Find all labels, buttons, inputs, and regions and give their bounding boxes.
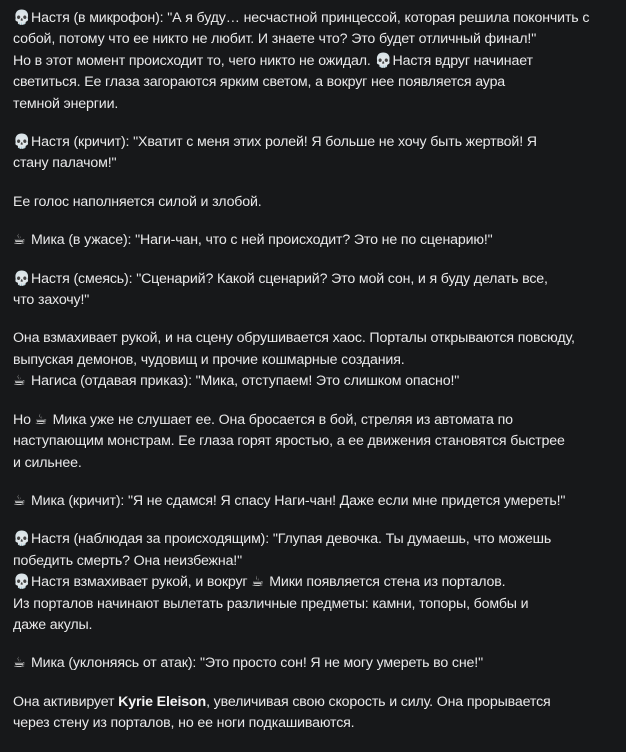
- message-line: [13, 491, 621, 512]
- message-line: [13, 653, 621, 674]
- message-line: [13, 572, 621, 593]
- skull-icon: 💀: [13, 574, 31, 591]
- line-text: Из порталов начинают вылетать различные предметы: камни, топоры, бомбы и: [13, 595, 529, 612]
- line-text: Но в этот момент происходит то, чего никто не ожидал.: [13, 52, 371, 69]
- line-text: стану палачом!": [13, 155, 117, 172]
- chat-message: [13, 8, 621, 752]
- bold-text: Kyrie Eleison: [118, 693, 207, 710]
- message-line: [13, 529, 621, 550]
- skull-icon: 💀: [13, 270, 31, 287]
- message-line: [13, 290, 621, 311]
- message-paragraph: [13, 410, 621, 474]
- message-paragraph: [13, 328, 621, 392]
- message-paragraph: [13, 491, 621, 512]
- line-text: и сильнее.: [13, 454, 82, 471]
- line-text: Настя вдруг начинает: [392, 52, 533, 69]
- line-text: Мика (в ужасе): "Наги-чан, что с ней происходит? Это не по сценарию!": [31, 232, 493, 249]
- skull-icon: 💀: [13, 134, 31, 151]
- message-line: [13, 269, 621, 290]
- message-paragraph: [13, 8, 621, 115]
- line-text: Настя (кричит): "Хватит с меня этих ролей! Я больше не хочу быть жертвой! Я: [31, 134, 537, 151]
- message-line: [13, 615, 621, 636]
- message-line: [13, 692, 621, 713]
- message-paragraph: [13, 192, 621, 213]
- line-text: Настя взмахивает рукой, и вокруг: [31, 574, 248, 591]
- message-line: [13, 153, 621, 174]
- line-text: даже акулы.: [13, 616, 93, 633]
- skull-icon: 💀: [374, 52, 392, 69]
- line-text: выпуская демонов, чудовищ и прочие кошмарные создания.: [13, 351, 405, 368]
- coffee-icon: ☕: [251, 574, 264, 591]
- message-line: [13, 551, 621, 572]
- line-text: Ее голос наполняется силой и злобой.: [13, 193, 262, 210]
- message-line: [13, 132, 621, 153]
- message-line: [13, 431, 621, 452]
- coffee-icon: ☕: [13, 232, 26, 249]
- line-text: наступающим монстрам. Ее глаза горят яростью, а ее движения становятся быстрее: [13, 433, 565, 450]
- line-text: Она взмахивает рукой, и на сцену обрушивается хаос. Порталы открываются повсюду,: [13, 330, 575, 347]
- message-paragraph: [13, 529, 621, 636]
- line-text: Она активирует: [13, 693, 115, 710]
- message-line: [13, 453, 621, 474]
- line-text: , увеличивая свою скорость и силу. Она прорывается: [206, 693, 551, 710]
- line-text: Мика (уклоняясь от атак): "Это просто сон! Я не могу умереть во сне!": [31, 655, 483, 672]
- line-text: Мика (кричит): "Я не сдамся! Я спасу Наги-чан! Даже если мне придется умереть!": [31, 492, 566, 509]
- line-text: Настя (в микрофон): "А я буду… несчастной принцессой, которая решила покончить с: [31, 10, 590, 26]
- line-text: Мики появляется стена из порталов.: [269, 574, 506, 591]
- message-line: [13, 192, 621, 213]
- message-line: [13, 328, 621, 349]
- message-paragraph: [13, 653, 621, 674]
- message-paragraph: [13, 692, 621, 735]
- message-line: [13, 371, 621, 392]
- message-line: [13, 72, 621, 93]
- message-line: [13, 713, 621, 734]
- line-text: победить смерть? Она неизбежна!": [13, 552, 242, 569]
- message-line: [13, 51, 621, 72]
- message-line: [13, 8, 621, 29]
- line-text: собой, потому что ее никто не любит. И знаете что? Это будет отличный финал!": [13, 31, 537, 48]
- message-line: [13, 94, 621, 115]
- line-text: Нагиса (отдавая приказ): "Мика, отступаем! Это слишком опасно!": [31, 373, 460, 390]
- line-text: Настя (наблюдая за происходящим): "Глупая девочка. Ты думаешь, что можешь: [31, 531, 552, 548]
- message-line: [13, 594, 621, 615]
- line-text: что захочу!": [13, 292, 90, 309]
- coffee-icon: ☕: [34, 411, 48, 428]
- coffee-icon: ☕: [13, 655, 26, 672]
- message-line: [13, 410, 621, 431]
- line-text: Но: [13, 411, 31, 428]
- line-text: Настя (смеясь): "Сценарий? Какой сценарий? Это мой сон, и я буду делать все,: [31, 270, 548, 287]
- line-text: светиться. Ее глаза загораются ярким светом, а вокруг нее появляется аура: [13, 74, 506, 91]
- message-line: [13, 350, 621, 371]
- coffee-icon: ☕: [13, 492, 26, 509]
- message-paragraph: [13, 132, 621, 175]
- message-line: [13, 29, 621, 50]
- message-line: [13, 230, 621, 251]
- line-text: через стену из порталов, но ее ноги подкашиваются.: [13, 715, 355, 732]
- line-text: Мика уже не слушает ее. Она бросается в бой, стреляя из автомата по: [52, 411, 513, 428]
- line-text: темной энергии.: [13, 95, 119, 112]
- coffee-icon: ☕: [13, 373, 26, 390]
- message-paragraph: [13, 269, 621, 312]
- skull-icon: 💀: [13, 531, 31, 548]
- skull-icon: 💀: [13, 10, 31, 26]
- message-paragraph: [13, 230, 621, 251]
